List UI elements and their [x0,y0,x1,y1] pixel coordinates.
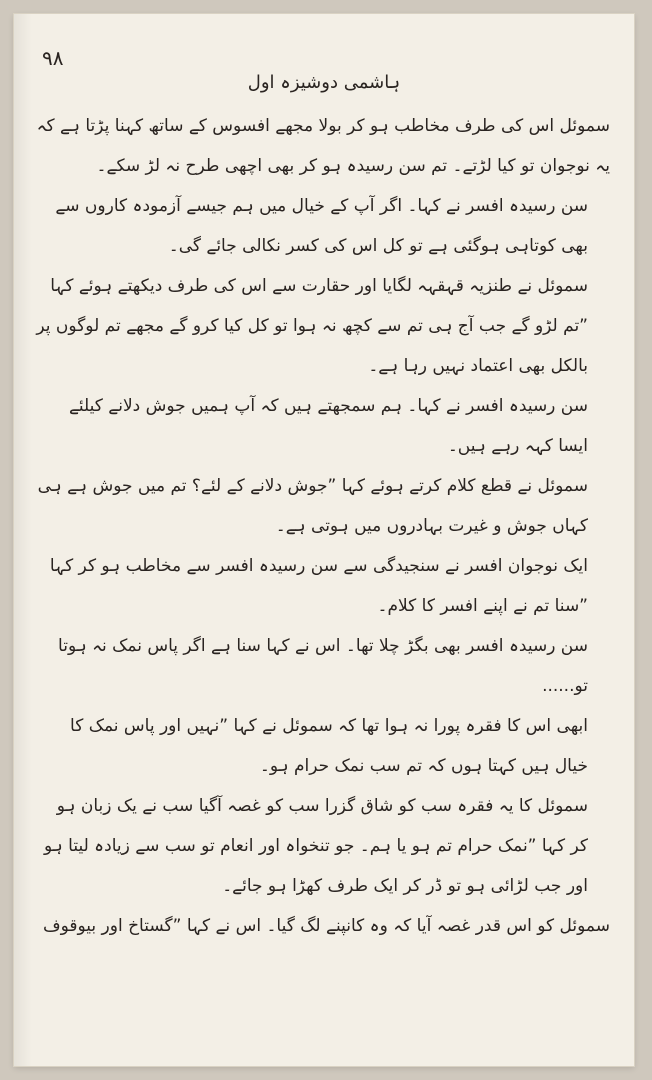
page-edge-shadow [14,14,32,1066]
paragraph: سموئل اس کی طرف مخاطب ہو کر بولا مجھے افسوس کے ساتھ کہنا پڑتا ہے کہ یہ نوجوان تو کیا لڑتے۔ تم سن رسیدہ ہو کر بھی اچھی طرح نہ لڑ سکے۔ [36,116,610,176]
paragraph: سموئل کو اس قدر غصہ آیا کہ وہ کانپنے لگ گیا۔ اس نے کہا ”گستاخ اور بیوقوف [42,916,610,936]
paragraph: ابھی اس کا فقرہ پورا نہ ہوا تھا کہ سموئل نے کہا ”نہیں اور پاس نمک کا خیال ہیں کہتا ہوں کہ تم سب نمک حرام ہو۔ [70,716,588,776]
body-text [34,106,610,946]
paragraph: سموئل کا یہ فقرہ سب کو شاق گزرا سب کو غصہ آگیا سب نے یک زبان ہو کر کہا ”نمک حرام تم ہو یا ہم۔ جو تنخواہ اور انعام تو سب سے زیادہ لیتا ہو اور جب لڑائی ہو تو ڈر کر ایک طرف کھڑا ہو جائے۔ [44,796,588,896]
paragraph: ایک نوجوان افسر نے سنجیدگی سے سن رسیدہ افسر سے مخاطب ہو کر کہا ”سنا تم نے اپنے افسر کا کلام۔ [49,556,588,616]
running-title: ہاشمی دوشیزہ اول [247,72,401,93]
page-number: ۹۸ [42,46,64,70]
paragraph: سن رسیدہ افسر نے کہا۔ اگر آپ کے خیال میں ہم جیسے آزمودہ کاروں سے بھی کوتاہی ہوگئی ہے تو کل اس کی کسر نکالی جائے گی۔ [55,196,588,256]
paragraph: سن رسیدہ افسر نے کہا۔ ہم سمجھتے ہیں کہ آپ ہمیں جوش دلانے کیلئے ایسا کہہ رہے ہیں۔ [68,396,588,456]
book-page [14,14,634,1066]
paragraph: سموئل نے قطع کلام کرتے ہوئے کہا ”جوش دلانے کے لئے؟ تم میں جوش ہے ہی کہاں جوش و غیرت بہادروں میں ہوتی ہے۔ [37,476,588,536]
paragraph: سن رسیدہ افسر بھی بگڑ چلا تھا۔ اس نے کہا سنا ہے اگر پاس نمک نہ ہوتا تو...... [58,636,588,696]
paragraph: سموئل نے طنزیہ قہقہہ لگایا اور حقارت سے اس کی طرف دیکھتے ہوئے کہا ”تم لڑو گے جب آج ہی تم سے کچھ نہ ہوا تو کل کیا کرو گے مجھے تم لوگوں پر بالکل بھی اعتماد نہیں رہا ہے۔ [36,276,588,376]
